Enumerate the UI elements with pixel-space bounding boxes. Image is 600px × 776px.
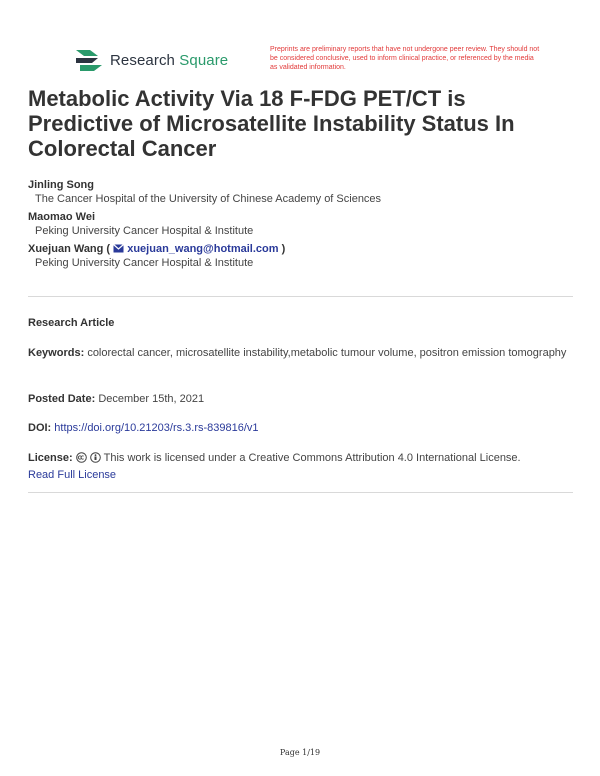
- author-entry: [28, 210, 573, 239]
- doi: [28, 420, 573, 437]
- author-entry: [28, 178, 573, 207]
- author-list: [28, 178, 573, 274]
- read-full-license-link[interactable]: Read Full License: [28, 469, 117, 481]
- attribution-icon: [90, 452, 101, 463]
- author-name: Xuejuan Wang: [28, 243, 104, 255]
- doi-label: DOI:: [28, 422, 52, 434]
- divider: [28, 492, 573, 493]
- creative-commons-icon: [76, 452, 87, 463]
- author-entry: [28, 242, 573, 271]
- keywords-text: colorectal cancer, microsatellite instability,metabolic tumour volume, positron emission tomography: [87, 347, 567, 359]
- author-affiliation: Peking University Cancer Hospital & Institute: [35, 257, 254, 269]
- author-name: Jinling Song: [28, 179, 94, 191]
- license-label: License:: [28, 452, 73, 464]
- posted-date: [28, 391, 573, 408]
- license: [28, 450, 573, 484]
- preprint-disclaimer: Preprints are preliminary reports that have not undergone peer review. They should not be considered conclusive, used to inform clinical practice, or referenced by the media as validated information.: [270, 46, 540, 71]
- corresponding-author: Xuejuan Wang ( xuejuan_wang@hotmail.com ): [28, 243, 286, 255]
- article-title: Metabolic Activity Via 18 F-FDG PET/CT is Predictive of Microsatellite Instability Status In Colorectal Cancer: [28, 86, 515, 161]
- envelope-icon: [113, 244, 124, 253]
- divider: [28, 296, 573, 297]
- keywords: [28, 345, 573, 362]
- author-email: xuejuan_wang@hotmail.com: [127, 243, 279, 255]
- author-email-link[interactable]: [113, 243, 281, 255]
- logo-text: [110, 52, 228, 69]
- license-text: This work is licensed under a Creative Commons Attribution 4.0 International License.: [103, 452, 521, 464]
- research-square-logo: [74, 46, 228, 74]
- logo-square-text: Square: [179, 51, 229, 69]
- logo-research-text: Research: [110, 51, 175, 69]
- posted-date-value: December 15th, 2021: [98, 393, 205, 405]
- author-affiliation: The Cancer Hospital of the University of Chinese Academy of Sciences: [35, 193, 382, 205]
- article-type: Research Article: [28, 317, 115, 329]
- author-affiliation: Peking University Cancer Hospital & Institute: [35, 225, 254, 237]
- doi-link[interactable]: https://doi.org/10.21203/rs.3.rs-839816/v1: [54, 422, 259, 434]
- author-name: Maomao Wei: [28, 211, 96, 223]
- page-number: Page 1/19: [279, 748, 321, 757]
- research-square-logo-icon: [74, 46, 104, 74]
- posted-date-label: Posted Date:: [28, 393, 96, 405]
- keywords-label: Keywords:: [28, 347, 85, 359]
